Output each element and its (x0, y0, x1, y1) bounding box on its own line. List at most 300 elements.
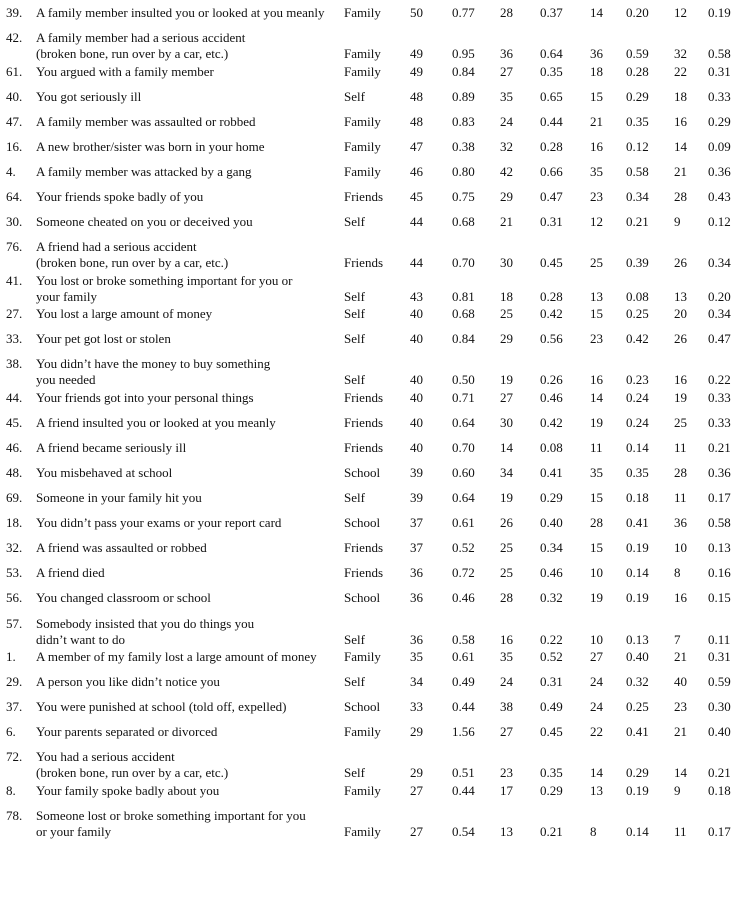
value-cell: 0.45 (540, 255, 563, 271)
value-cell: 36 (500, 46, 513, 62)
value-cell: 21 (674, 724, 687, 740)
event-description: A family member insulted you or looked at you meanly (36, 5, 325, 20)
value-cell: 0.28 (540, 138, 563, 154)
table-row (0, 89, 747, 114)
value-cell: 15 (590, 88, 603, 104)
value-cell: 30 (500, 414, 513, 430)
value-cell: 25 (500, 565, 513, 581)
table-row (0, 356, 747, 389)
event-domain: Self (344, 674, 365, 689)
value-cell: 23 (500, 765, 513, 781)
event-description: You misbehaved at school (36, 464, 173, 480)
table-row (0, 273, 747, 306)
event-domain: Self (344, 765, 365, 781)
event-description: A person you like didn’t notice you (36, 674, 220, 689)
value-cell: 0.33 (708, 414, 731, 430)
event-domain: School (344, 515, 381, 531)
event-description: You changed classroom or school (36, 590, 211, 606)
event-description: you needed (36, 372, 96, 388)
value-cell: 46 (410, 163, 423, 179)
value-cell: 22 (674, 63, 687, 79)
value-cell: 0.58 (708, 46, 731, 62)
table-row (0, 490, 747, 515)
value-cell: 37 (410, 515, 423, 531)
event-description: You didn’t have the money to buy something (36, 356, 271, 372)
event-domain: Family (344, 46, 381, 62)
event-description: A friend became seriously ill (36, 439, 187, 455)
value-cell: 10 (674, 540, 687, 556)
event-description: A family member was attacked by a gang (36, 163, 252, 179)
value-cell: 0.80 (452, 163, 475, 179)
event-domain: Family (344, 138, 381, 154)
event-domain: Self (344, 631, 365, 647)
value-cell: 0.30 (708, 699, 731, 715)
value-cell: 0.28 (626, 63, 649, 79)
table-row (0, 214, 747, 239)
event-description: (broken bone, run over by a car, etc.) (36, 255, 229, 271)
event-description: A family member was assaulted or robbed (36, 113, 256, 129)
event-domain: Friends (344, 255, 383, 271)
value-cell: 18 (590, 63, 603, 79)
table-row (0, 331, 747, 356)
value-cell: 0.58 (452, 631, 475, 647)
value-cell: 7 (674, 631, 681, 647)
value-cell: 0.84 (452, 63, 475, 79)
event-description: A friend had a serious accident (36, 239, 197, 255)
value-cell: 16 (674, 113, 687, 129)
table-row (0, 590, 747, 615)
value-cell: 15 (590, 540, 603, 556)
event-domain: Family (344, 63, 381, 79)
value-cell: 27 (500, 63, 513, 79)
event-description: You were punished at school (told off, expelled) (36, 699, 287, 715)
event-number: 53. (6, 565, 23, 581)
value-cell: 0.29 (626, 765, 649, 781)
value-cell: 34 (500, 464, 513, 480)
event-number: 39. (6, 5, 23, 20)
value-cell: 13 (590, 288, 603, 304)
event-description: Someone in your family hit you (36, 490, 202, 505)
value-cell: 0.42 (540, 414, 563, 430)
value-cell: 0.33 (708, 389, 731, 405)
table-row (0, 306, 747, 331)
value-cell: 0.21 (626, 214, 649, 230)
table-row (0, 565, 747, 590)
value-cell: 0.28 (540, 288, 563, 304)
event-description: A friend died (36, 565, 105, 581)
value-cell: 0.47 (708, 331, 731, 347)
event-number: 61. (6, 63, 23, 79)
event-number: 8. (6, 782, 16, 798)
value-cell: 0.52 (452, 540, 475, 556)
value-cell: 11 (674, 490, 687, 505)
value-cell: 36 (410, 590, 423, 606)
value-cell: 11 (590, 439, 603, 455)
event-domain: Friends (344, 540, 383, 556)
value-cell: 0.24 (626, 389, 649, 405)
event-number: 18. (6, 515, 23, 531)
value-cell: 16 (674, 590, 687, 606)
event-number: 45. (6, 414, 23, 430)
value-cell: 32 (674, 46, 687, 62)
value-cell: 50 (410, 5, 423, 20)
event-number: 78. (6, 807, 23, 823)
event-description: Your family spoke badly about you (36, 782, 220, 798)
value-cell: 40 (410, 372, 423, 388)
value-cell: 8 (590, 823, 597, 839)
value-cell: 40 (410, 331, 423, 347)
value-cell: 0.31 (708, 63, 731, 79)
value-cell: 0.44 (452, 782, 475, 798)
value-cell: 0.44 (452, 699, 475, 715)
value-cell: 0.35 (626, 464, 649, 480)
value-cell: 0.31 (708, 648, 731, 664)
value-cell: 0.24 (626, 414, 649, 430)
event-description: Someone lost or broke something important for you (36, 807, 306, 823)
value-cell: 0.75 (452, 189, 475, 204)
value-cell: 0.56 (540, 331, 563, 347)
value-cell: 0.34 (540, 540, 563, 556)
value-cell: 0.42 (626, 331, 649, 347)
value-cell: 23 (590, 331, 603, 347)
value-cell: 35 (500, 88, 513, 104)
value-cell: 0.95 (452, 46, 475, 62)
table-row (0, 674, 747, 699)
event-description: A family member had a serious accident (36, 30, 246, 46)
event-domain: Family (344, 782, 381, 798)
table-row (0, 699, 747, 724)
value-cell: 0.54 (452, 823, 475, 839)
value-cell: 28 (590, 515, 603, 531)
value-cell: 38 (500, 699, 513, 715)
value-cell: 0.77 (452, 5, 475, 20)
value-cell: 0.31 (540, 674, 563, 689)
value-cell: 17 (500, 782, 513, 798)
value-cell: 0.49 (452, 674, 475, 689)
value-cell: 0.81 (452, 288, 475, 304)
event-description: You got seriously ill (36, 88, 142, 104)
table-row (0, 808, 747, 841)
event-description: You didn’t pass your exams or your report card (36, 515, 282, 531)
event-number: 1. (6, 648, 16, 664)
event-description: Your friends spoke badly of you (36, 189, 204, 204)
value-cell: 0.37 (540, 5, 563, 20)
value-cell: 44 (410, 255, 423, 271)
value-cell: 0.68 (452, 306, 475, 321)
value-cell: 21 (590, 113, 603, 129)
value-cell: 28 (674, 189, 687, 204)
value-cell: 0.19 (708, 5, 731, 20)
table-row (0, 649, 747, 674)
value-cell: 39 (410, 490, 423, 505)
value-cell: 10 (590, 565, 603, 581)
value-cell: 22 (590, 724, 603, 740)
value-cell: 0.89 (452, 88, 475, 104)
value-cell: 0.41 (626, 724, 649, 740)
value-cell: 0.59 (626, 46, 649, 62)
value-cell: 0.41 (626, 515, 649, 531)
event-description: (broken bone, run over by a car, etc.) (36, 46, 229, 62)
value-cell: 0.49 (540, 699, 563, 715)
table-row (0, 30, 747, 63)
value-cell: 16 (674, 372, 687, 388)
event-domain: Self (344, 88, 365, 104)
value-cell: 28 (500, 5, 513, 20)
value-cell: 0.39 (626, 255, 649, 271)
value-cell: 44 (410, 214, 423, 230)
value-cell: 11 (674, 439, 687, 455)
value-cell: 0.38 (452, 138, 475, 154)
table-row (0, 390, 747, 415)
value-cell: 0.25 (626, 306, 649, 321)
value-cell: 0.16 (708, 565, 731, 581)
value-cell: 28 (674, 464, 687, 480)
value-cell: 0.29 (626, 88, 649, 104)
table-row (0, 139, 747, 164)
value-cell: 0.52 (540, 648, 563, 664)
event-number: 42. (6, 30, 23, 46)
value-cell: 0.13 (708, 540, 731, 556)
value-cell: 29 (500, 331, 513, 347)
value-cell: 0.08 (626, 288, 649, 304)
value-cell: 16 (590, 138, 603, 154)
value-cell: 20 (674, 306, 687, 321)
value-cell: 8 (674, 565, 681, 581)
value-cell: 0.60 (452, 464, 475, 480)
value-cell: 12 (674, 5, 687, 20)
value-cell: 19 (590, 590, 603, 606)
event-domain: School (344, 464, 381, 480)
table-row (0, 749, 747, 782)
event-number: 32. (6, 540, 23, 556)
value-cell: 23 (674, 699, 687, 715)
value-cell: 0.35 (626, 113, 649, 129)
value-cell: 0.83 (452, 113, 475, 129)
event-domain: Friends (344, 439, 383, 455)
event-number: 40. (6, 88, 23, 104)
event-description: A member of my family lost a large amount of money (36, 648, 317, 664)
value-cell: 35 (590, 464, 603, 480)
value-cell: 0.34 (626, 189, 649, 204)
table-row (0, 540, 747, 565)
event-domain: Family (344, 5, 381, 20)
value-cell: 27 (500, 724, 513, 740)
value-cell: 21 (674, 163, 687, 179)
value-cell: 11 (674, 823, 687, 839)
value-cell: 0.58 (708, 515, 731, 531)
event-domain: Self (344, 288, 365, 304)
value-cell: 10 (590, 631, 603, 647)
value-cell: 14 (674, 765, 687, 781)
event-number: 37. (6, 699, 23, 715)
value-cell: 19 (500, 372, 513, 388)
value-cell: 0.13 (626, 631, 649, 647)
event-domain: Self (344, 490, 365, 505)
value-cell: 0.23 (626, 372, 649, 388)
value-cell: 0.12 (626, 138, 649, 154)
value-cell: 0.25 (626, 699, 649, 715)
table-row (0, 189, 747, 214)
event-description: You lost or broke something important for you or (36, 272, 293, 288)
event-domain: Family (344, 648, 381, 664)
event-domain: Family (344, 163, 381, 179)
value-cell: 24 (500, 674, 513, 689)
value-cell: 39 (410, 464, 423, 480)
table-row (0, 724, 747, 749)
table-row (0, 5, 747, 30)
value-cell: 35 (410, 648, 423, 664)
value-cell: 0.64 (540, 46, 563, 62)
value-cell: 0.14 (626, 439, 649, 455)
value-cell: 49 (410, 63, 423, 79)
value-cell: 0.42 (540, 306, 563, 321)
event-description: your family (36, 288, 98, 304)
value-cell: 25 (674, 414, 687, 430)
value-cell: 42 (500, 163, 513, 179)
event-description: (broken bone, run over by a car, etc.) (36, 765, 229, 781)
value-cell: 0.14 (626, 823, 649, 839)
value-cell: 15 (590, 306, 603, 321)
value-cell: 0.72 (452, 565, 475, 581)
table-row (0, 440, 747, 465)
value-cell: 0.36 (708, 163, 731, 179)
value-cell: 24 (590, 674, 603, 689)
value-cell: 0.68 (452, 214, 475, 230)
value-cell: 0.32 (540, 590, 563, 606)
value-cell: 32 (500, 138, 513, 154)
value-cell: 30 (500, 255, 513, 271)
value-cell: 0.46 (540, 565, 563, 581)
table-row (0, 515, 747, 540)
value-cell: 36 (590, 46, 603, 62)
value-cell: 16 (590, 372, 603, 388)
value-cell: 25 (500, 306, 513, 321)
table-row (0, 64, 747, 89)
event-number: 57. (6, 615, 23, 631)
event-description: You had a serious accident (36, 749, 175, 765)
value-cell: 0.17 (708, 490, 731, 505)
event-number: 33. (6, 331, 23, 347)
value-cell: 27 (500, 389, 513, 405)
event-description: Your parents separated or divorced (36, 724, 218, 740)
value-cell: 13 (500, 823, 513, 839)
value-cell: 45 (410, 189, 423, 204)
table-row (0, 465, 747, 490)
value-cell: 29 (410, 724, 423, 740)
value-cell: 29 (500, 189, 513, 204)
value-cell: 1.56 (452, 724, 475, 740)
event-description: Someone cheated on you or deceived you (36, 214, 253, 230)
value-cell: 33 (410, 699, 423, 715)
value-cell: 0.29 (540, 490, 563, 505)
event-domain: Self (344, 372, 365, 388)
event-domain: Self (344, 214, 365, 230)
value-cell: 0.41 (540, 464, 563, 480)
value-cell: 0.29 (540, 782, 563, 798)
value-cell: 23 (590, 189, 603, 204)
value-cell: 0.70 (452, 255, 475, 271)
value-cell: 26 (674, 331, 687, 347)
value-cell: 0.31 (540, 214, 563, 230)
value-cell: 0.44 (540, 113, 563, 129)
event-number: 47. (6, 113, 23, 129)
value-cell: 28 (500, 590, 513, 606)
value-cell: 0.71 (452, 389, 475, 405)
value-cell: 26 (674, 255, 687, 271)
event-description: or your family (36, 823, 112, 839)
value-cell: 0.43 (708, 189, 731, 204)
value-cell: 40 (674, 674, 687, 689)
value-cell: 0.17 (708, 823, 731, 839)
value-cell: 0.51 (452, 765, 475, 781)
event-number: 48. (6, 464, 23, 480)
event-description: A friend was assaulted or robbed (36, 540, 207, 556)
value-cell: 0.59 (708, 674, 731, 689)
value-cell: 0.65 (540, 88, 563, 104)
event-description: You lost a large amount of money (36, 306, 213, 321)
value-cell: 0.40 (626, 648, 649, 664)
value-cell: 26 (500, 515, 513, 531)
event-number: 46. (6, 439, 23, 455)
value-cell: 24 (590, 699, 603, 715)
value-cell: 0.29 (708, 113, 731, 129)
value-cell: 12 (590, 214, 603, 230)
event-number: 38. (6, 356, 23, 372)
event-domain: Self (344, 331, 365, 347)
event-number: 64. (6, 189, 23, 204)
value-cell: 0.84 (452, 331, 475, 347)
value-cell: 24 (500, 113, 513, 129)
value-cell: 48 (410, 113, 423, 129)
value-cell: 48 (410, 88, 423, 104)
event-description: didn’t want to do (36, 631, 125, 647)
value-cell: 0.46 (540, 389, 563, 405)
event-number: 69. (6, 490, 23, 505)
event-number: 56. (6, 590, 23, 606)
value-cell: 25 (500, 540, 513, 556)
value-cell: 0.21 (540, 823, 563, 839)
value-cell: 27 (410, 823, 423, 839)
value-cell: 36 (410, 631, 423, 647)
event-description: A friend insulted you or looked at you meanly (36, 414, 276, 430)
value-cell: 0.22 (540, 631, 563, 647)
value-cell: 0.26 (540, 372, 563, 388)
value-cell: 0.20 (708, 288, 731, 304)
value-cell: 0.22 (708, 372, 731, 388)
event-domain: School (344, 699, 381, 715)
event-domain: Family (344, 823, 381, 839)
value-cell: 49 (410, 46, 423, 62)
value-cell: 13 (590, 782, 603, 798)
value-cell: 14 (674, 138, 687, 154)
value-cell: 0.21 (708, 439, 731, 455)
event-number: 30. (6, 214, 23, 230)
value-cell: 0.14 (626, 565, 649, 581)
value-cell: 13 (674, 288, 687, 304)
event-domain: Self (344, 306, 365, 321)
value-cell: 19 (500, 490, 513, 505)
event-domain: Friends (344, 389, 383, 405)
event-description: Somebody insisted that you do things you (36, 615, 255, 631)
table-row (0, 114, 747, 139)
value-cell: 40 (410, 389, 423, 405)
value-cell: 36 (410, 565, 423, 581)
value-cell: 0.50 (452, 372, 475, 388)
value-cell: 0.64 (452, 414, 475, 430)
event-number: 6. (6, 724, 16, 740)
event-number: 4. (6, 163, 16, 179)
value-cell: 0.18 (708, 782, 731, 798)
